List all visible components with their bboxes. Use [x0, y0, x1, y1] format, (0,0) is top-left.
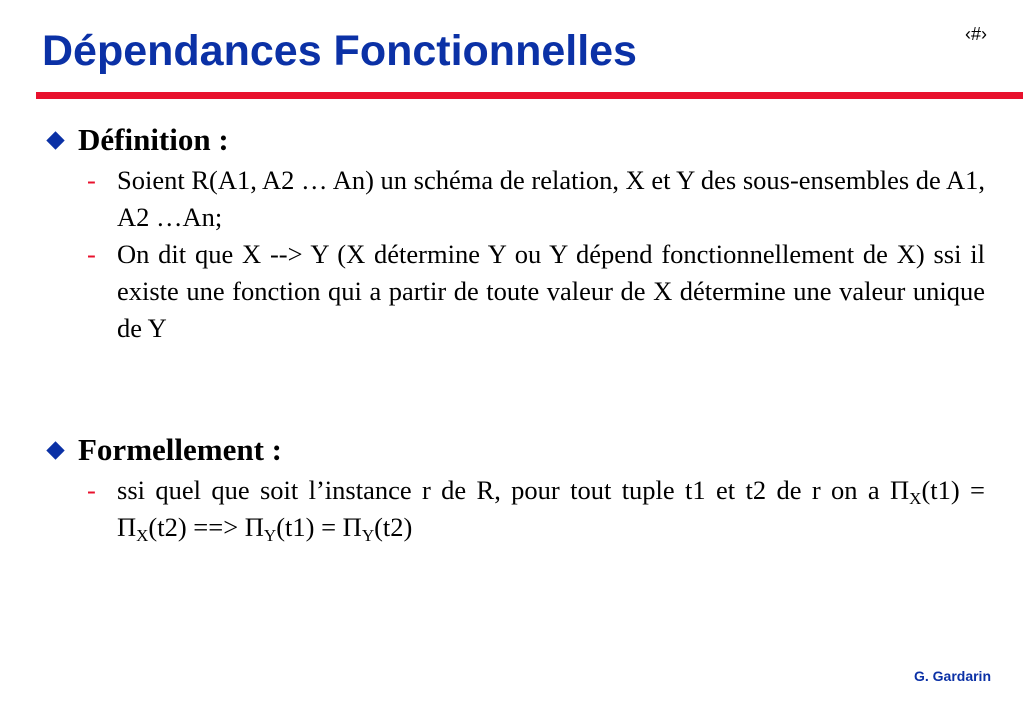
- projection-subscript: X: [909, 489, 922, 508]
- section-heading: Définition :: [78, 122, 229, 157]
- list-item: [45, 162, 985, 236]
- dash-bullet-icon: -: [87, 165, 96, 195]
- projection-symbol: Π: [117, 512, 137, 542]
- projection-symbol: Π: [890, 475, 910, 505]
- projection-symbol: Π: [244, 512, 264, 542]
- section-heading-row: [45, 118, 985, 162]
- projection-symbol: Π: [342, 512, 362, 542]
- formula-argument: (t1) =: [276, 512, 343, 542]
- section-definition: [45, 118, 985, 347]
- list-item-text: ssi quel que soit l’instance r de R, pour tout tuple t1 et t2 de r on a: [117, 475, 880, 505]
- projection-subscript: X: [136, 526, 149, 545]
- section-formal: [45, 428, 985, 546]
- list-item: [45, 472, 985, 546]
- list-item-text: On dit que X --> Y (X détermine Y ou Y dépend fonctionnellement de X) ssi il existe une fonction qui a partir de toute valeur de X détermine une valeur unique de Y: [117, 239, 985, 343]
- diamond-bullet-icon: [46, 131, 64, 149]
- projection-subscript: Y: [361, 526, 375, 545]
- section-heading: Formellement :: [78, 432, 282, 467]
- list-item: [45, 236, 985, 347]
- section-heading-row: [45, 428, 985, 472]
- dash-bullet-icon: -: [87, 475, 96, 505]
- projection-subscript: Y: [263, 526, 277, 545]
- slide-title: Dépendances Fonctionnelles: [42, 27, 637, 75]
- formal-list: [45, 472, 985, 546]
- title-divider: [36, 92, 1023, 99]
- diamond-bullet-icon: [46, 441, 64, 459]
- dash-bullet-icon: -: [87, 239, 96, 269]
- list-item-text: Soient R(A1, A2 … An) un schéma de relation, X et Y des sous-ensembles de A1, A2 …An;: [117, 165, 985, 232]
- definition-list: [45, 162, 985, 347]
- formula-argument: (t1) =: [921, 475, 986, 505]
- formula-argument: (t2): [374, 512, 413, 542]
- formula-argument: (t2) ==>: [148, 512, 245, 542]
- slide-number: ‹#›: [965, 24, 987, 44]
- author-footer: G. Gardarin: [913, 668, 991, 684]
